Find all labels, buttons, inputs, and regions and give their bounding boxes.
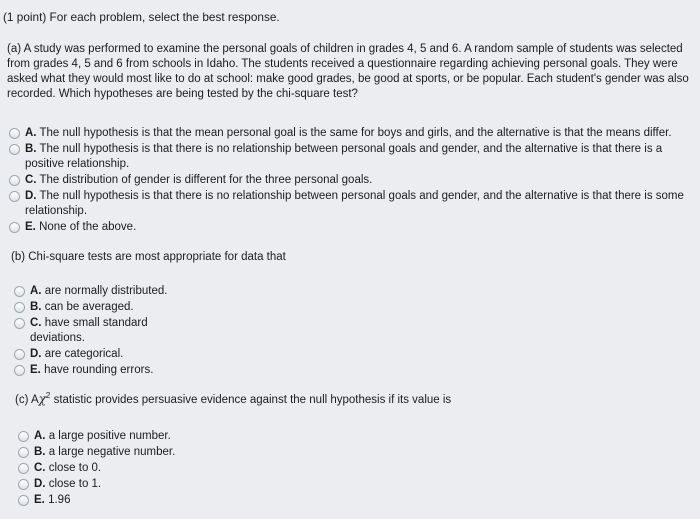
question-c-option-b[interactable]: [18, 445, 218, 460]
radio-button[interactable]: [9, 175, 20, 186]
option-text: 1.96: [48, 494, 71, 506]
question-a-option-a[interactable]: [9, 126, 694, 141]
question-c-text: [15, 392, 451, 408]
radio-button[interactable]: [9, 191, 20, 202]
option-text: The null hypothesis is that there is no relationship between personal goals and gender, and the alternative is that there is a positive relationship.: [25, 143, 663, 170]
question-b-option-d[interactable]: [14, 347, 194, 362]
question-c-option-d[interactable]: [18, 477, 218, 492]
radio-button[interactable]: [18, 479, 29, 490]
question-c-option-c[interactable]: [18, 461, 218, 476]
problem-header: (1 point) For each problem, select the best response.: [3, 10, 280, 24]
radio-button[interactable]: [14, 286, 25, 297]
option-letter: A.: [34, 430, 46, 442]
radio-button[interactable]: [9, 144, 20, 155]
question-c-option-e[interactable]: [18, 493, 218, 508]
question-a-option-c[interactable]: [9, 173, 694, 188]
radio-button[interactable]: [14, 318, 25, 329]
option-letter: D.: [34, 478, 46, 490]
question-c-prefix: (c) A: [15, 394, 39, 406]
option-letter: D.: [25, 190, 37, 202]
option-letter: B.: [30, 301, 42, 313]
option-text: The distribution of gender is different for the three personal goals.: [39, 174, 373, 186]
option-letter: D.: [30, 348, 42, 360]
radio-button[interactable]: [14, 302, 25, 313]
question-a-option-e[interactable]: [9, 220, 694, 235]
option-letter: E.: [34, 494, 45, 506]
option-text: The null hypothesis is that there is no relationship between personal goals and gender, and the alternative is that there is some relationship.: [25, 190, 684, 217]
option-letter: C.: [25, 174, 37, 186]
question-b-option-b[interactable]: [14, 300, 194, 315]
radio-button[interactable]: [18, 431, 29, 442]
option-text: can be averaged.: [44, 301, 134, 313]
question-a-text: (a) A study was performed to examine the personal goals of children in grades 4, 5 and 6. A random sample of students was selected from grades 4, 5 and 6 from schools in Idaho. The students received a questionnaire regarding achieving personal goals. They were asked what they would most like to do at school: make good grades, be good at sports, or be popular. Each student's gender was also recorded. Which hypotheses are being tested by the chi-square test?: [7, 43, 689, 100]
question-b-option-e[interactable]: [14, 363, 194, 378]
option-text: a large positive number.: [48, 430, 171, 442]
option-letter: E.: [25, 221, 36, 233]
question-a-options: [9, 126, 694, 236]
option-text: are categorical.: [44, 348, 124, 360]
question-a-option-d[interactable]: [9, 189, 694, 219]
option-letter: E.: [30, 364, 41, 376]
question-b-options: [14, 284, 194, 379]
question-a-option-b[interactable]: [9, 142, 694, 172]
option-letter: B.: [25, 143, 37, 155]
question-c-suffix: statistic provides persuasive evidence against the null hypothesis if its value is: [53, 394, 452, 406]
radio-button[interactable]: [18, 463, 29, 474]
question-c-option-a[interactable]: [18, 429, 218, 444]
option-letter: A.: [25, 127, 37, 139]
option-text: have small standard deviations.: [30, 317, 148, 344]
chi-symbol: χ: [38, 392, 46, 406]
radio-button[interactable]: [14, 365, 25, 376]
option-letter: B.: [34, 446, 46, 458]
option-text: The null hypothesis is that the mean personal goal is the same for boys and girls, and the alternative is that the means differ.: [39, 127, 672, 139]
radio-button[interactable]: [9, 222, 20, 233]
radio-button[interactable]: [9, 128, 20, 139]
radio-button[interactable]: [14, 349, 25, 360]
option-text: are normally distributed.: [44, 285, 168, 297]
option-text: close to 0.: [48, 462, 102, 474]
chi-exponent: 2: [45, 391, 51, 401]
option-text: a large negative number.: [48, 446, 176, 458]
option-text: have rounding errors.: [44, 364, 154, 376]
radio-button[interactable]: [18, 447, 29, 458]
question-b-option-a[interactable]: [14, 284, 194, 299]
option-letter: C.: [34, 462, 46, 474]
question-b-option-c[interactable]: [14, 316, 194, 346]
option-text: None of the above.: [39, 221, 137, 233]
option-letter: A.: [30, 285, 42, 297]
option-letter: C.: [30, 317, 42, 329]
radio-button[interactable]: [18, 495, 29, 506]
option-text: close to 1.: [48, 478, 102, 490]
question-c-options: [18, 429, 218, 509]
question-b-text: (b) Chi-square tests are most appropriate for data that: [11, 251, 286, 263]
